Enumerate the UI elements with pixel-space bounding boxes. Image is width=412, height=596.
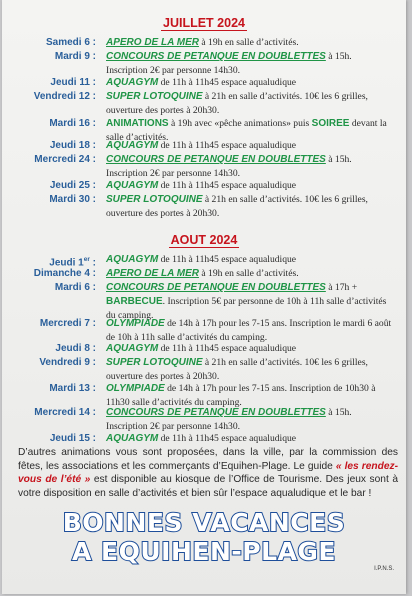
event-details: à 15h. Inscription 2€ par personne 14h30. bbox=[106, 154, 352, 179]
event-description bbox=[106, 50, 394, 78]
event-day bbox=[2, 117, 96, 131]
event-description bbox=[106, 139, 394, 153]
month-title-juillet bbox=[2, 16, 406, 30]
event-day-text: Mercredi 14 : bbox=[34, 407, 96, 418]
event-details: à 21h en salle d’activités. 10€ les 6 grilles, ouverture des portes à 20h30. bbox=[106, 194, 368, 219]
event-day bbox=[2, 342, 96, 356]
event-day-text: Samedi 6 : bbox=[45, 37, 96, 48]
event-day-text: Jeudi 15 : bbox=[49, 433, 96, 444]
event-day bbox=[2, 432, 96, 446]
event-day-text: Mardi 9 : bbox=[54, 51, 96, 62]
event-day-text: Mardi 30 : bbox=[49, 194, 96, 205]
event-day-text: Jeudi 8 : bbox=[55, 343, 96, 354]
event-description bbox=[106, 153, 394, 181]
event-day-text: Vendredi 9 : bbox=[39, 357, 96, 368]
event-details: à 15h. Inscription 2€ par personne 14h30. bbox=[106, 51, 352, 76]
event-description bbox=[106, 342, 394, 356]
event-description bbox=[106, 76, 394, 90]
event-day bbox=[2, 317, 96, 331]
event-activity-name: SOIREE bbox=[311, 118, 350, 129]
event-activity-name: ANIMATIONS bbox=[106, 118, 169, 129]
event-activity-name: AQUAGYM bbox=[106, 77, 159, 88]
flyer-page bbox=[2, 0, 406, 594]
event-details: de 14h à 17h pour les 7-15 ans. Inscription de 10h30 à 11h30 salle d’activités du camping. bbox=[106, 383, 376, 408]
event-day bbox=[2, 76, 96, 90]
event-activity-name: APERO DE LA MER bbox=[106, 37, 199, 48]
event-day-text: Jeudi 11 : bbox=[50, 77, 96, 88]
event-activity-name: OLYMPIADE bbox=[106, 383, 165, 394]
event-description bbox=[106, 356, 394, 384]
event-activity-name: CONCOURS DE PETANQUE EN DOUBLETTES bbox=[106, 282, 326, 293]
event-description bbox=[106, 179, 394, 193]
event-details: à 15h. Inscription 2€ par personne 14h30. bbox=[106, 407, 352, 432]
event-day-text: Jeudi 1 bbox=[49, 257, 84, 269]
month-title-aout-text: AOUT 2024 bbox=[170, 233, 238, 247]
event-details: devant la salle d’activités. bbox=[106, 118, 387, 143]
event-description bbox=[106, 193, 394, 221]
event-details: . Inscription 5€ par personne de 10h à 11h salle d’activités du camping. bbox=[106, 296, 387, 321]
event-description bbox=[106, 253, 394, 267]
event-day bbox=[2, 406, 96, 420]
event-details: de 11h à 11h45 espace aqualudique bbox=[158, 180, 297, 191]
event-activity-name: SUPER LOTOQUINE bbox=[106, 91, 203, 102]
event-activity-name: OLYMPIADE bbox=[106, 318, 165, 329]
month-title-juillet-text: JUILLET 2024 bbox=[163, 16, 245, 30]
event-details: à 19h en salle d’activités. bbox=[198, 37, 299, 48]
ipns-credit: I.P.N.S. bbox=[374, 566, 394, 572]
event-day-text: Vendredi 12 : bbox=[33, 91, 96, 102]
event-day bbox=[2, 36, 96, 50]
month-title-aout bbox=[2, 233, 406, 247]
footer-text-start: D’autres animations vous sont proposées, dans la ville, par la commission des fêtes, les associations et les commerçants d’Equihen-Plage. Le guide bbox=[18, 447, 398, 472]
event-activity-name: AQUAGYM bbox=[106, 343, 159, 354]
event-details: de 11h à 11h45 espace aqualudique bbox=[158, 77, 297, 88]
banner-line-1: BONNES VACANCES bbox=[62, 508, 346, 537]
event-day-suffix: : bbox=[89, 257, 96, 269]
event-activity-name: CONCOURS DE PETANQUE EN DOUBLETTES bbox=[106, 407, 326, 418]
event-details: de 11h à 11h45 espace aqualudique bbox=[158, 254, 297, 265]
event-activity-name: AQUAGYM bbox=[106, 433, 159, 444]
event-day-ordinal: er bbox=[83, 256, 90, 263]
event-description bbox=[106, 432, 394, 446]
event-activity-name: AQUAGYM bbox=[106, 180, 159, 191]
event-day-text: Mercredi 24 : bbox=[34, 154, 96, 165]
event-details: à 19h en salle d’activités. bbox=[198, 268, 299, 279]
event-day bbox=[2, 50, 96, 64]
event-description bbox=[106, 267, 394, 281]
event-day-text: Mardi 13 : bbox=[49, 383, 96, 394]
event-day bbox=[2, 90, 96, 104]
event-activity-name: SUPER LOTOQUINE bbox=[106, 194, 203, 205]
event-day-text: Jeudi 18 : bbox=[49, 140, 96, 151]
event-activity-name: BARBECUE bbox=[106, 296, 163, 307]
event-details: de 11h à 11h45 espace aqualudique bbox=[158, 433, 297, 444]
event-details: à 17h + bbox=[325, 282, 358, 293]
footer-text-end: est disponible au kiosque de l’Office de Tourisme. Des jeux sont à votre disposition en salle d’activités et bien sûr l’espace aqualudique et le bar ! bbox=[18, 474, 398, 499]
event-day-text: Jeudi 25 : bbox=[49, 180, 96, 191]
banner-line-2: A EQUIHEN-PLAGE bbox=[72, 537, 336, 566]
event-details: à 21h en salle d’activités. 10€ les 6 grilles, ouverture des portes à 20h30. bbox=[106, 357, 368, 382]
event-activity-name: APERO DE LA MER bbox=[106, 268, 199, 279]
event-day bbox=[2, 356, 96, 370]
event-day bbox=[2, 382, 96, 396]
event-activity-name: CONCOURS DE PETANQUE EN DOUBLETTES bbox=[106, 154, 326, 165]
guide-name: « les rendez-vous de l’été » bbox=[18, 460, 398, 485]
event-activity-name: AQUAGYM bbox=[106, 140, 159, 151]
event-details: à 21h en salle d’activités. 10€ les 6 grilles, ouverture des portes à 20h30. bbox=[106, 91, 368, 116]
event-day-text: Dimanche 4 : bbox=[33, 268, 96, 279]
event-day bbox=[2, 179, 96, 193]
event-description bbox=[106, 90, 394, 118]
event-day bbox=[2, 281, 96, 295]
event-activity-name: SUPER LOTOQUINE bbox=[106, 357, 203, 368]
event-day bbox=[2, 193, 96, 207]
event-day bbox=[2, 139, 96, 153]
event-day-text: Mercredi 7 : bbox=[39, 318, 96, 329]
event-day bbox=[2, 267, 96, 281]
event-description bbox=[106, 317, 394, 345]
event-day-text: Mardi 6 : bbox=[54, 282, 96, 293]
event-details: à 19h avec «pêche animations» puis bbox=[168, 118, 312, 129]
event-details: de 11h à 11h45 espace aqualudique bbox=[158, 343, 297, 354]
event-description bbox=[106, 36, 394, 50]
footer-paragraph bbox=[18, 446, 398, 500]
event-activity-name: AQUAGYM bbox=[106, 254, 159, 265]
event-details: de 11h à 11h45 espace aqualudique bbox=[158, 140, 297, 151]
event-activity-name: CONCOURS DE PETANQUE EN DOUBLETTES bbox=[106, 51, 326, 62]
event-details: de 14h à 17h pour les 7-15 ans. Inscription le mardi 6 août de 10h à 11h salle d’activités du camping. bbox=[106, 318, 392, 343]
event-day-text: Mardi 16 : bbox=[49, 118, 96, 129]
event-day bbox=[2, 153, 96, 167]
event-description bbox=[106, 406, 394, 434]
